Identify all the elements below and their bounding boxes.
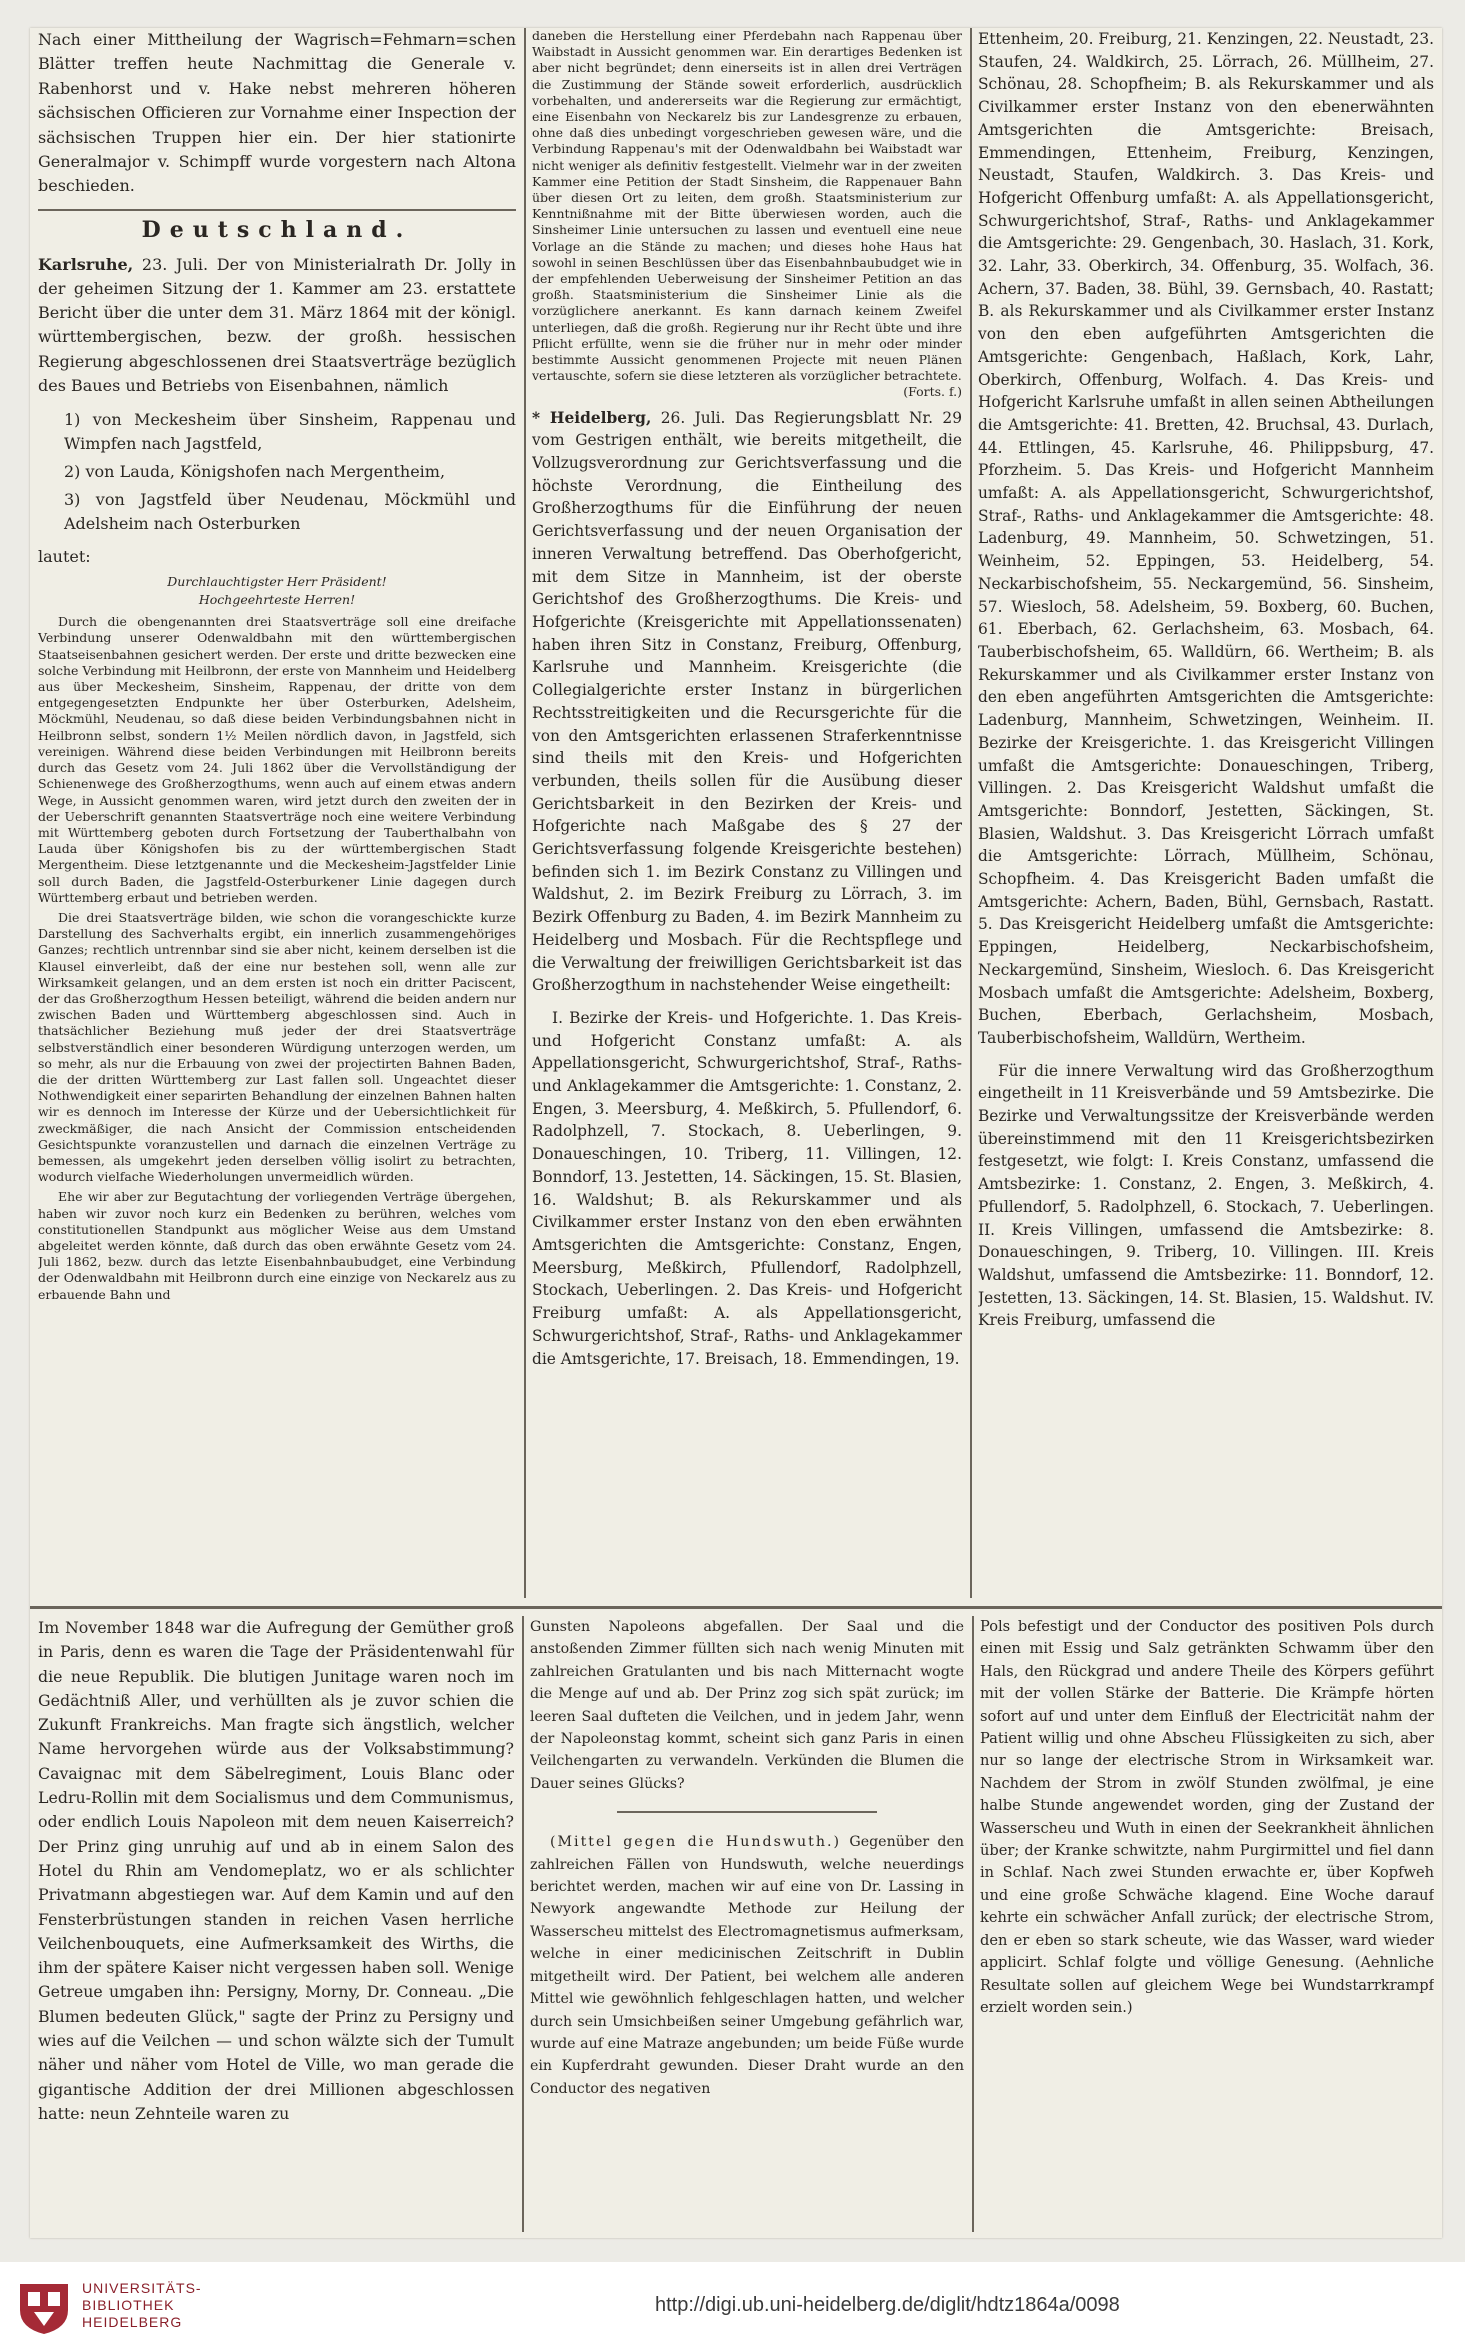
library-name-line: BIBLIOTHEK	[82, 2297, 175, 2313]
library-name-line: HEIDELBERG	[82, 2314, 183, 2330]
karlsruhe-text: 23. Juli. Der von Ministerialrath Dr. Jolly in der geheimen Sitzung der 1. Kammer am 23. erstattete Bericht über die unter dem 31. März 1864 mit der königl. württembergischen, bezw. der großh. hessischen Regierung abgeschlossenen drei Staatsverträge bezüglich des Baues und Betriebs von Eisenbahnen, nämlich	[38, 254, 516, 395]
column-divider	[524, 28, 526, 1598]
paragraph-paris-1848: Im November 1848 war die Aufregung der Gemüther groß in Paris, denn es waren die Tage der Präsidentenwahl für die neue Republik. Die blutigen Junitage waren noch im Gedächtniß Aller, und verhüllten als je zuvor schien die Zukunft Frankreichs. Man fragte sich ängstlich, welcher Name hervorgehen würde aus der Volksabstimmung? Cavaignac mit dem Säbelregiment, Louis Blanc oder Ledru-Rollin mit dem Socialismus und dem Communismus, oder endlich Louis Napoleon mit dem neuen Kaiserreich? Der Prinz ging unruhig auf und ab in einem Salon des Hotel du Rhin am Vendomeplatz, wo er als schlichter Privatmann abgestiegen war. Auf dem Kamin und auf den Fensterbrüstungen standen in reichen Vasen herrliche Veilchenbouquets, eine Aufmerksamkeit des Wirths, die ihm der spätere Kaiser nicht vergessen haben soll. Wenige Getreue umgaben ihn: Persigny, Morny, Dr. Conneau. „Die Blumen bedeuten Glück," sagte der Prinz zu Persigny und wies auf die Veilchen — und schon wälzte sich der Tumult näher und näher vom Hotel de Ville, wo man gerade die gigantische Addition der drei Millionen abgeschlossen hatte: neun Zehnteile waren zu	[38, 1618, 514, 2123]
salutation-president: Durchlauchtigster Herr Präsident!	[167, 573, 387, 589]
lower-right-column	[980, 1616, 1434, 2232]
heidelberg-text: 26. Juli. Das Regierungsblatt Nr. 29 vom Gestrigen enthält, wie bereits mitgetheilt, die Vollzugsverordnung zur Gerichtsverfassung und die höchste Verordnung, die Eintheilung des Großherzogthums für die Einführung der neuen Gerichtsverfassung und der neuen Organisation der inneren Verwaltung betreffend. Das Oberhofgericht, mit dem Sitze in Mannheim, ist der oberste Gerichtshof des Großherzogthums. Die Kreis- und Hofgerichte (Kreisgerichte mit Appellationssenaten) haben ihren Sitz in Constanz, Freiburg, Offenburg, Karlsruhe und Mannheim. Kreisgerichte (die Collegialgerichte erster Instanz in bürgerlichen Rechtsstreitigkeiten und die Recursgerichte für die von den Amtsgerichten erlassenen Straferkenntnisse sind theils mit den Kreis- und Hofgerichten verbunden, theils sollen für die Ausübung dieser Gerichtsbarkeit in den Bezirken der Kreis- und Hofgerichte nach Maßgabe des § 27 der Gerichtsverfassung folgende Kreisgerichte bestehen) befinden sich 1. im Bezirk Constanz zu Villingen und Waldshut, 2. im Bezirk Freiburg zu Lörrach, 3. im Bezirk Offenburg zu Baden, 4. im Bezirk Mannheim zu Heidelberg und Mosbach. Für die Rechtspflege und die Verwaltung der freiwilligen Gerichtsbarkeit ist das Großherzogthum in nachstehender Weise eingetheilt:	[532, 408, 962, 995]
paragraph-rabies-remedy	[530, 1831, 964, 2100]
salutation-gentlemen: Hochgeehrteste Herren!	[198, 592, 356, 608]
library-footer	[0, 2262, 1465, 2352]
paragraph-railway-continued: daneben die Herstellung einer Pferdebahn nach Rappenau über Waibstadt in Aussicht genommen war. Ein derartiges Bedenken ist aber nicht begründet; denn einerseits ist in allen drei Verträgen die Zustimmung der Stände soweit erforderlich, ausdrücklich vorbehalten, und andererseits war die Regierung zur ermächtigt, eine Eisenbahn von Neckarelz bis zur Landesgrenze zu erbauen, ohne daß dies unbedingt vorgeschrieben gewesen wäre, und die Verbindung Rappenau's mit der Odenwaldbahn bei Waibstadt war nicht weniger als definitiv festgestellt. Vielmehr war in der zweiten Kammer eine Petition der Stadt Sinsheim, die Rappenauer Bahn über diesen Ort zu leiten, dem großh. Staatsministerium zur Kenntnißnahme mit der Bitte überwiesen worden, auch die Sinsheimer Linie untersuchen zu lassen und eventuell eine neue Vorlage an die Stände zu machen; und dieses hohe Haus hat sowohl in seinen Beschlüssen über das Eisenbahnbaubudget wie in der empfehlenden Ueberweisung der Sinsheimer Petition an das großh. Staatsministerium die Sinsheimer Linie als die vorzüglichere anerkannt. Es kann darnach keinem Zweifel unterliegen, daß die großh. Regierung nur ihr Recht übte und ihre Pflicht erfüllte, wenn sie die früher nur in mehr oder minder bestimmte Aussicht genommenen Projecte mit neuen Plänen vertauschte, sofern sie diese letzteren als vorzüglicher betrachtete.	[532, 28, 962, 384]
paragraph-treaties-intro: Durch die obengenannten drei Staatsverträge soll eine dreifache Verbindung unserer Odenwaldbahn mit den württembergischen Staatseisenbahnen gesichert werden. Der erste und dritte bezwecken eine solche Verbindung mit Heilbronn, der erste von Mannheim und Heidelberg aus über Meckesheim, Sinsheim, Rappenau, der dritte von dem entgegengesetzten Endpunkte her über Osterburken, Adelsheim, Möckmühl, Neudenau, so daß diese beiden Verbindungsbahnen nicht in Heilbronn selbst, sondern 1½ Meilen nördlich davon, in Jagstfeld, sich vereinigen. Während diese beiden Verbindungen mit Heilbronn bereits durch das Gesetz vom 24. Juli 1862 über die Vervollständigung der Schienenwege des Großherzogthums, wenn auch auf einem etwas andern Wege, in Aussicht genommen waren, wird jetzt durch den zweiten der in der Ueberschrift genannten Staatsverträge noch eine weitere Verbindung mit Württemberg geboten durch Fortsetzung der Tauberthalbahn von Lauda über Königshofen bis zu der württembergischen Stadt Mergentheim. Diese letztgenannte und die Meckesheim-Jagstfelder Linie soll durch Baden, die Jagstfeld-Osterburkener Linie dagegen durch Württemberg erbaut und betrieben werden.	[38, 614, 516, 905]
paragraph-karlsruhe	[38, 253, 516, 398]
paragraph-treaties-objection: Ehe wir aber zur Begutachtung der vorliegenden Verträge übergehen, haben wir zuvor noch kurz ein Bedenken zu berühren, welches vom constitutionellen Standpunkt aus möglicher Weise aus dem Umstand abgeleitet werden könnte, daß durch das oben erwähnte Gesetz vom 24. Juli 1862, bezw. durch das letzte Eisenbahnbaubudget, eine Verbindung der Odenwaldbahn mit Heilbronn durch eine einzige von Neckarelz aus zu erbauende Bahn und	[38, 1189, 516, 1302]
article-divider	[617, 1811, 877, 1813]
newspaper-page	[30, 28, 1442, 2238]
column-divider	[970, 28, 972, 1598]
list-item: 1) von Meckesheim über Sinsheim, Rappenau und Wimpfen nach Jagstfeld,	[64, 410, 516, 454]
digital-object-url[interactable]: http://digi.ub.uni-heidelberg.de/diglit/hdtz1864a/0098	[655, 2294, 1120, 2316]
feuilleton-divider	[30, 1606, 1442, 1609]
paragraph-napoleon-violets: Gunsten Napoleons abgefallen. Der Saal und die anstoßenden Zimmer füllten sich nach wenig Minuten mit zahlreichen Gratulanten und bis nach Mitternacht wogte die Menge auf und ab. Der Prinz zog sich spät zurück; im leeren Saal dufteten die Veilchen, und in jedem Jahr, wenn der Napoleonstag kommt, scheint sich ganz Paris in einen Veilchengarten zu verwandeln. Verkünden die Blumen die Dauer seines Glücks?	[530, 1619, 964, 1792]
lower-mid-column	[530, 1616, 964, 2232]
paragraph-electrotherapy: Pols befestigt und der Conductor des positiven Pols durch einen mit Essig und Salz getränkten Schwamm über den Hals, den Rückgrad und andere Theile des Körpers geführt mit der vollen Stärke der Batterie. Die Krämpfe hörten sofort auf und unter dem Einfluß der Electricität nahm der Patient willig und ohne Abscheu Flüssigkeiten zu sich, aber nur so lange der electrische Strom in Wirksamkeit war. Nachdem der Strom in zwölf Stunden zwölfmal, je eine halbe Stunde angewendet worden, ging der Zustand der Wasserscheu und Wuth in einen der Seekrankheit ähnlichen über; der Kranke schwitzte, nahm Purgirmittel und fiel dann in Schlaf. Nach zwei Stunden erwachte er, über Kopfweh und eine große Schwäche klagend. Eine Woche darauf kehrte ein schwächer Anfall zurück; der electrische Strom, den er eben so stark scheute, wie das Wasser, ward wieder applicirt. Schlaf folgte und völlige Genesung. (Aehnliche Resultate sollen auf gleichem Wege bei Wundstarrkrampf erzielt worden sein.)	[980, 1618, 1434, 2016]
library-name	[82, 2280, 242, 2331]
column-divider	[522, 1616, 524, 2232]
column-3	[978, 28, 1434, 1588]
dateline-karlsruhe: Karlsruhe,	[38, 254, 134, 274]
dateline-heidelberg: * Heidelberg,	[532, 408, 652, 427]
column-2	[532, 28, 962, 1588]
list-item: 3) von Jagstfeld über Neudenau, Möckmühl und Adelsheim nach Osterburken	[64, 490, 516, 534]
paragraph-heidelberg	[532, 407, 962, 997]
list-item: 2) von Lauda, Königshofen nach Mergentheim,	[64, 462, 446, 482]
paragraph-court-list: Ettenheim, 20. Freiburg, 21. Kenzingen, 22. Neustadt, 23. Staufen, 24. Waldkirch, 25. Lörrach, 26. Müllheim, 27. Schönau, 28. Schopfheim; B. als Rekurskammer und als Civilkammer erster Instanz von den ebenerwähnten Amtsgerichten die Amtsgerichte: Breisach, Emmendingen, Ettenheim, Freiburg, Kenzingen, Neustadt, Staufen, Waldkirch. 3. Das Kreis- und Hofgericht Offenburg umfaßt: A. als Appellationsgericht, Schwurgerichtshof, Straf-, Raths- und Anklagekammer die Amtsgerichte: 29. Gengenbach, 30. Haslach, 31. Kork, 32. Lahr, 33. Oberkirch, 34. Offenburg, 35. Wolfach, 36. Achern, 37. Baden, 38. Bühl, 39. Gernsbach, 40. Rastatt; B. als Rekurskammer und als Civilkammer erster Instanz von den eben aufgeführten Amtsgerichten die Amtsgerichte: Gengenbach, Haßlach, Kork, Lahr, Oberkirch, Offenburg, Wolfach. 4. Das Kreis- und Hofgericht Karlsruhe umfaßt in allen seinen Abtheilungen die Amtsgerichte: 41. Bretten, 42. Bruchsal, 43. Durlach, 44. Ettlingen, 45. Karlsruhe, 46. Philippsburg, 47. Pforzheim. 5. Das Kreis- und Hofgericht Mannheim umfaßt: A. als Appellationsgericht, Schwurgerichtshof, Straf-, Raths- und Anklagekammer die Amtsgerichte: 48. Ladenburg, 49. Mannheim, 50. Schwetzingen, 51. Weinheim, 52. Eppingen, 53. Heidelberg, 54. Neckarbischofsheim, 55. Neckargemünd, 56. Sinsheim, 57. Wiesloch, 58. Adelsheim, 59. Boxberg, 60. Buchen, 61. Eberbach, 62. Gerlachsheim, 63. Mosbach, 64. Tauberbischofsheim, 65. Walldürn, 66. Wertheim; B. als Rekurskammer und als Civilkammer erster Instanz von den eben angeführten Amtsgerichten die Amtsgerichte: Ladenburg, Mannheim, Schwetzingen, Weinheim. II. Bezirke der Kreisgerichte. 1. das Kreisgericht Villingen umfaßt die Amtsgerichte: Donaueschingen, Triberg, Villingen. 2. Das Kreisgericht Waldshut umfaßt die Amtsgerichte: Bonndorf, Jestetten, Säckingen, St. Blasien, Waldshut. 3. Das Kreisgericht Lörrach umfaßt die Amtsgerichte: Lörrach, Müllheim, Schönau, Schopfheim. 4. Das Kreisgericht Baden umfaßt die Amtsgerichte: Achern, Baden, Bühl, Gernsbach, Rastatt. 5. Das Kreisgericht Heidelberg umfaßt die Amtsgerichte: Eppingen, Heidelberg, Neckarbischofsheim, Neckargemünd, Sinsheim, Wiesloch. 6. Das Kreisgericht Mosbach umfaßt die Amtsgerichte: Adelsheim, Boxberg, Buchen, Eberbach, Gerlachsheim, Mosbach, Tauberbischofsheim, Walldürn, Wertheim.	[978, 30, 1434, 1047]
paragraph-treaties-analysis: Die drei Staatsverträge bilden, wie schon die vorangeschickte kurze Darstellung des Sachverhalts ergibt, ein innerlich zusammengehöriges Ganzes; rechtlich untrennbar sind sie aber nicht, keinem derselben ist die Klausel einverleibt, daß der eine nur bestehen soll, wenn alle zur Wirksamkeit gelangen, und an dem ersten ist noch ein dritter Paciscent, der das Großherzogthum Hessen beteiligt, während die beiden andern nur zwischen Baden und Württemberg abgeschlossen sind. Auch in thatsächlicher Beziehung muß jeder der drei Staatsverträge selbstverständlich einer besonderen Würdigung unterzogen werden, um so mehr, als nur die Erbauung von zwei der projectirten Bahnen Baden, die der dritten Württemberg zur Last fallen soll. Ungeachtet dieser Nothwendigkeit einer separirten Behandlung der einzelnen Bahnen halten wir es dennoch im Interesse der Kürze und der Uebersichtlichkeit für zweckmäßiger, die nach Ansicht der Commission entscheidenden Gesichtspunkte voranzustellen und darnach die einzelnen Verträge zu bemessen, als umgekehrt jeden derselben völlig isolirt zu betrachten, wodurch vielfache Wiederholungen unvermeidlich würden.	[38, 909, 516, 1185]
column-divider	[972, 1616, 974, 2232]
paragraph-military-inspection: Nach einer Mittheilung der Wagrisch=Fehmarn=schen Blätter treffen heute Nachmittag die Generale v. Rabenhorst und v. Hake nebst mehreren höheren sächsischen Officieren zur Vornahme einer Inspection der sächsischen Truppen hier ein. Der hier stationirte Generalmajor v. Schimpff wurde vorgestern nach Altona beschieden.	[38, 30, 516, 196]
paragraph-court-districts: I. Bezirke der Kreis- und Hofgerichte. 1. Das Kreis- und Hofgericht Constanz umfaßt: A. als Appellationsgericht, Schwurgerichtshof, Straf-, Raths- und Anklagekammer die Amtsgerichte: 1. Constanz, 2. Engen, 3. Meersburg, 4. Meßkirch, 5. Pfullendorf, 6. Radolphzell, 7. Stockach, 8. Ueberlingen, 9. Donaueschingen, 10. Triberg, 11. Villingen, 12. Bonndorf, 13. Jestetten, 14. Säckingen, 15. St. Blasien, 16. Waldshut; B. als Rekurskammer und als Civilkammer erster Instanz von den eben erwähnten Amtsgerichten die Amtsgerichte: Constanz, Engen, Meersburg, Meßkirch, Pfullendorf, Radolphzell, Stockach, Ueberlingen. 2. Das Kreis- und Hofgericht Freiburg umfaßt: A. als Appellationsgericht, Schwurgerichtshof, Straf-, Raths- und Anklagekammer die Amtsgerichte, 17. Breisach, 18. Emmendingen, 19.	[532, 1008, 962, 1368]
paragraph-administration: Für die innere Verwaltung wird das Großherzogthum eingetheilt in 11 Kreisverbände und 59 Amtsbezirke. Die Bezirke und Verwaltungssitze der Kreisverbände werden übereinstimmend mit den 11 Kreisgerichtsbezirken festgesetzt, wie folgt: I. Kreis Constanz, umfassend die Amtsbezirke: 1. Constanz, 2. Engen, 3. Meßkirch, 4. Pfullendorf, 5. Radolphzell, 6. Stockach, 7. Ueberlingen. II. Kreis Villingen, umfassend die Amtsbezirke: 8. Donaueschingen, 9. Triberg, 10. Villingen. III. Kreis Waldshut, umfassend die Amtsbezirke: 11. Bonndorf, 12. Jestetten, 13. Säckingen, 14. St. Blasien, 15. Waldshut. IV. Kreis Freiburg, umfassend die	[978, 1061, 1434, 1330]
article-title-rabies: (Mittel gegen die Hundswuth.)	[550, 1834, 842, 1851]
column-1	[38, 28, 516, 1588]
continuation-note: (Forts. f.)	[903, 384, 962, 400]
rabies-text: Gegenüber den zahlreichen Fällen von Hundswuth, welche neuerdings berichtet werden, machen wir auf eine von Dr. Lassing in Newyork angewandte Methode zur Heilung der Wasserscheu mittelst des Electromagnetismus aufmerksam, welche in einer medicinischen Zeitschrift in Dublin mitgetheilt wird. Der Patient, bei welchem alle anderen Mittel wie gewöhnlich fehlgeschlagen hatten, und welcher durch sein Umsichbeißen seiner Umgebung gefährlich war, wurde auf eine Matraze angebunden; um beide Füße wurde ein Kupferdraht gewunden. Dieser Draht wurde an den Conductor des negativen	[530, 1834, 964, 2097]
section-heading-deutschland: Deutschland.	[141, 216, 413, 243]
library-name-line: UNIVERSITÄTS-	[82, 2280, 202, 2296]
university-library-logo-icon	[14, 2276, 74, 2338]
section-divider	[38, 209, 516, 211]
railway-list	[64, 408, 516, 536]
lautet-label: lautet:	[38, 547, 91, 567]
lower-left-column	[38, 1616, 514, 2232]
